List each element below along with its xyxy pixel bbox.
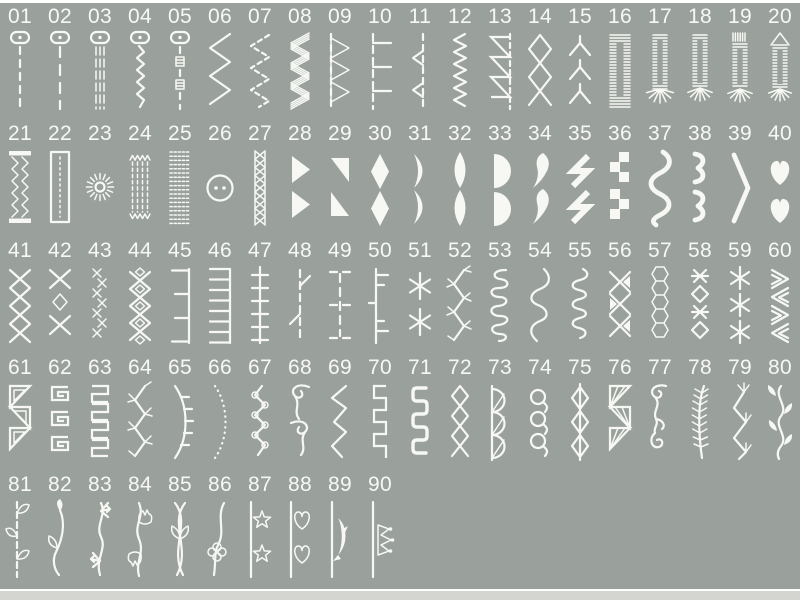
stitch-number: 77 [648, 356, 672, 379]
stitch-number: 55 [568, 239, 592, 262]
stitch-cell [560, 4, 600, 121]
stitch-cell [200, 238, 240, 355]
stitch-cell [400, 121, 440, 238]
stitch-cell [120, 238, 160, 355]
stitch-number: 38 [688, 122, 712, 145]
stitch-cell [760, 238, 800, 355]
lined-diamond-chain-stitch-icon [564, 381, 596, 461]
stitch-number: 45 [168, 239, 192, 262]
stitch-number: 89 [328, 473, 352, 496]
stitch-number: 57 [648, 239, 672, 262]
stitch-number: 69 [328, 356, 352, 379]
stitch-number: 62 [48, 356, 72, 379]
stitch-cell [40, 121, 80, 238]
shell-scallop-stitch-icon [484, 381, 516, 461]
stitch-cell [680, 4, 720, 121]
bowtie-chain-stitch-icon [604, 264, 636, 344]
stitch-number: 79 [728, 356, 752, 379]
stitch-cell [40, 355, 80, 472]
zigzag-box-stitch-icon [4, 147, 36, 227]
stitch-number: 63 [88, 356, 112, 379]
stitch-number: 34 [528, 122, 552, 145]
stitch-cell [0, 4, 40, 121]
stitch-cell [120, 121, 160, 238]
stitch-cell [320, 472, 360, 589]
stitch-number: 40 [768, 122, 792, 145]
leaf-vine-stitch-icon [764, 381, 796, 461]
diamond-star-chain-stitch-icon [684, 264, 716, 344]
stitch-number: 20 [768, 5, 792, 28]
stitch-number: 82 [48, 473, 72, 496]
stitch-row [0, 472, 800, 589]
crossed-leaf-vine-stitch-icon [164, 498, 196, 578]
stitch-cell [720, 238, 760, 355]
ladder-stitch-icon [204, 264, 236, 344]
stitch-number: 33 [488, 122, 512, 145]
stitch-cell [720, 355, 760, 472]
stitch-number: 09 [328, 5, 352, 28]
thick-chevron-stitch-icon [724, 147, 756, 227]
step-pattern-stitch-icon [364, 381, 396, 461]
stitch-number: 39 [728, 122, 752, 145]
stitch-number: 65 [168, 356, 192, 379]
stitch-cell [200, 355, 240, 472]
stitch-row [0, 121, 800, 238]
stitch-cell [600, 121, 640, 238]
stitch-number: 73 [488, 356, 512, 379]
stitch-number: 52 [448, 239, 472, 262]
greek-key-stitch-icon [44, 381, 76, 461]
stitch-number: 36 [608, 122, 632, 145]
stitch-cell [120, 472, 160, 589]
twig-branch-stitch-icon [444, 264, 476, 344]
stitch-cell [280, 472, 320, 589]
side-ladder-stitch-icon [164, 264, 196, 344]
stitch-number: 12 [448, 5, 472, 28]
stitch-number: 04 [128, 5, 152, 28]
stitch-number: 10 [368, 5, 392, 28]
sprout-stitch-icon [44, 498, 76, 578]
stitch-cell [600, 355, 640, 472]
clover-vine-stitch-icon [204, 498, 236, 578]
stitch-number: 83 [88, 473, 112, 496]
stitch-number: 43 [88, 239, 112, 262]
stitch-number: 80 [768, 356, 792, 379]
stitch-number: 02 [48, 5, 72, 28]
stitch-number: 59 [728, 239, 752, 262]
stitch-number: 86 [208, 473, 232, 496]
stitch-cell [200, 4, 240, 121]
stitch-cell [480, 4, 520, 121]
blind-hem-stitch-icon [324, 30, 356, 110]
keyhole-buttonhole-icon [764, 30, 796, 110]
stitch-number: 24 [128, 122, 152, 145]
stitch-number: 56 [608, 239, 632, 262]
scroll-swirl-stitch-icon [284, 381, 316, 461]
stitch-cell [560, 238, 600, 355]
stitch-cell [240, 238, 280, 355]
stitch-number: 22 [48, 122, 72, 145]
tight-serpentine-stitch-icon [564, 264, 596, 344]
stitch-cell [280, 355, 320, 472]
stitch-number: 41 [8, 239, 32, 262]
stitch-number: 06 [208, 5, 232, 28]
stitch-cell [360, 355, 400, 472]
stitch-cell [280, 4, 320, 121]
bottom-edge-strip [0, 589, 800, 600]
stitch-cell [40, 4, 80, 121]
stitch-cell [320, 238, 360, 355]
double-asterisk-stitch-icon [404, 264, 436, 344]
stitch-cell [480, 355, 520, 472]
stitch-number: 19 [728, 5, 752, 28]
rounded-square-wave-stitch-icon [404, 381, 436, 461]
spaced-cross-stitch-icon [44, 264, 76, 344]
stitch-cell [760, 121, 800, 238]
stitch-number: 78 [688, 356, 712, 379]
flat-top-buttonhole-icon [724, 30, 756, 110]
fern-stitch-icon [684, 381, 716, 461]
crown-border-stitch-icon [364, 498, 396, 578]
stitch-cell [0, 355, 40, 472]
solid-crescent-stitch-icon [404, 147, 436, 227]
stitch-cell [0, 121, 40, 238]
solid-zigzag-ribbon-stitch-icon [564, 147, 596, 227]
stitch-cell [360, 472, 400, 589]
darning-block-stitch-icon [164, 147, 196, 227]
thick-brace-stitch-icon [684, 147, 716, 227]
stitch-number: 58 [688, 239, 712, 262]
stitch-cell [560, 121, 600, 238]
stitch-number: 14 [528, 5, 552, 28]
stitch-number: 16 [608, 5, 632, 28]
stitch-cell [160, 4, 200, 121]
straight-stitch-long-icon [44, 30, 76, 110]
darning-stitch-icon [124, 147, 156, 227]
stitch-cell [200, 472, 240, 589]
stitch-number: 13 [488, 5, 512, 28]
lightning-zigzag-stitch-icon [324, 381, 356, 461]
triangle-wave-stitch-icon [484, 30, 516, 110]
fan-triangle-stitch-icon [604, 381, 636, 461]
stitch-number: 72 [448, 356, 472, 379]
stitch-cell [640, 4, 680, 121]
stitch-number: 47 [248, 239, 272, 262]
stitch-cell [600, 4, 640, 121]
stitch-number: 74 [528, 356, 552, 379]
stitch-cell [400, 238, 440, 355]
stitch-cell [160, 238, 200, 355]
stitch-number: 64 [128, 356, 152, 379]
stitch-number: 11 [408, 5, 432, 28]
chevron-feather-stitch-icon [764, 264, 796, 344]
stitch-number: 46 [208, 239, 232, 262]
stitch-grid [0, 4, 800, 589]
stitch-number: 48 [288, 239, 312, 262]
dashed-i-beam-stitch-icon [324, 264, 356, 344]
solid-leaf-stitch-icon [444, 147, 476, 227]
stitch-cell [320, 355, 360, 472]
dotted-arc-stitch-icon [204, 381, 236, 461]
stitch-number: 31 [408, 122, 432, 145]
leaf-stem-stitch-icon [4, 498, 36, 578]
straight-stitch-icon [4, 30, 36, 110]
stitch-number: 15 [568, 5, 592, 28]
stitch-cell [520, 121, 560, 238]
loop-chain-stitch-icon [524, 381, 556, 461]
honeycomb-stitch-icon [644, 264, 676, 344]
stitch-cell [600, 238, 640, 355]
stitch-cell [480, 238, 520, 355]
stitch-number: 51 [408, 239, 432, 262]
stitch-cell [440, 238, 480, 355]
stitch-number: 03 [88, 5, 112, 28]
stitch-number: 67 [248, 356, 272, 379]
stitch-cell [680, 355, 720, 472]
looped-zigzag-stitch-icon [244, 381, 276, 461]
stitch-cell [440, 4, 480, 121]
heart-border-stitch-icon [284, 498, 316, 578]
stitch-number: 23 [88, 122, 112, 145]
thick-wave-stitch-icon [644, 147, 676, 227]
stitch-cell [160, 472, 200, 589]
stitch-cell [80, 121, 120, 238]
stitch-cell [40, 238, 80, 355]
stitch-cell [760, 355, 800, 472]
crowfoot-zigzag-stitch-icon [724, 381, 756, 461]
stitch-cell [720, 4, 760, 121]
greek-key-variant-stitch-icon [84, 381, 116, 461]
stitch-cell [80, 4, 120, 121]
top-edge-strip [0, 0, 800, 3]
stitch-cell [320, 4, 360, 121]
arrow-flower-stitch-icon [84, 498, 116, 578]
stitch-number: 44 [128, 239, 152, 262]
stitch-cell [280, 121, 320, 238]
stitch-cell [560, 355, 600, 472]
stitch-cell [400, 4, 440, 121]
stitch-cell [360, 238, 400, 355]
stitch-cell [240, 472, 280, 589]
stitch-number: 29 [328, 122, 352, 145]
stitch-cell [200, 121, 240, 238]
stipple-meander-stitch-icon [484, 264, 516, 344]
t-bar-stitch-icon [364, 30, 396, 110]
triple-asterisk-stitch-icon [724, 264, 756, 344]
stitch-number: 07 [248, 5, 272, 28]
dotted-box-stitch-icon [44, 147, 76, 227]
scroll-vine-stitch-icon [644, 381, 676, 461]
stitch-cell [520, 238, 560, 355]
stitch-cell [440, 355, 480, 472]
tulip-vine-stitch-icon [124, 498, 156, 578]
stitch-cell [160, 355, 200, 472]
cross-stitch-chain-icon [4, 264, 36, 344]
stitch-cell [680, 238, 720, 355]
stretch-stitch-icon [124, 30, 156, 110]
eyelet-stitch-icon [84, 147, 116, 227]
stitch-cell [720, 121, 760, 238]
stitch-number: 88 [288, 473, 312, 496]
stitch-number: 35 [568, 122, 592, 145]
stitch-number: 61 [8, 356, 32, 379]
round-end-buttonhole-icon [644, 30, 676, 110]
stitch-number: 70 [368, 356, 392, 379]
stitch-number: 60 [768, 239, 792, 262]
stitch-cell [80, 355, 120, 472]
tick-line-stitch-icon [364, 264, 396, 344]
stretch-blind-hem-stitch-icon [404, 30, 436, 110]
stitch-cell [640, 355, 680, 472]
stitch-cell [160, 121, 200, 238]
stitch-cell [40, 472, 80, 589]
stitch-cell [640, 121, 680, 238]
stitch-number: 37 [648, 122, 672, 145]
stitch-number: 66 [208, 356, 232, 379]
stitch-cell [80, 238, 120, 355]
solid-half-circle-stitch-icon [484, 147, 516, 227]
dense-cross-stitch-icon [124, 264, 156, 344]
stitch-number: 28 [288, 122, 312, 145]
stitch-number: 27 [248, 122, 272, 145]
diamond-zigzag-chain-stitch-icon [444, 381, 476, 461]
stitch-number: 08 [288, 5, 312, 28]
zigzag-stitch-icon [204, 30, 236, 110]
stitch-number: 50 [368, 239, 392, 262]
stitch-cell [360, 121, 400, 238]
stitch-number: 75 [568, 356, 592, 379]
stitch-cell [520, 355, 560, 472]
stitch-cell [320, 121, 360, 238]
stitch-number: 26 [208, 122, 232, 145]
stitch-number: 30 [368, 122, 392, 145]
checkerboard-stitch-icon [604, 147, 636, 227]
stitch-cell [400, 355, 440, 472]
bartack-buttonhole-icon [604, 30, 636, 110]
stitch-number: 84 [128, 473, 152, 496]
narrow-zigzag-stitch-icon [444, 30, 476, 110]
stitch-number: 32 [448, 122, 472, 145]
solid-diamond-stitch-icon [364, 147, 396, 227]
stitch-cell [80, 472, 120, 589]
stitch-cell [280, 238, 320, 355]
round-end-buttonhole-wide-icon [684, 30, 716, 110]
solid-corner-triangle-stitch-icon [324, 147, 356, 227]
stitch-row [0, 355, 800, 472]
open-triangle-zigzag-stitch-icon [4, 381, 36, 461]
solid-comma-stitch-icon [524, 147, 556, 227]
feather-arrow-stitch-icon [564, 30, 596, 110]
zigzag-dashed-stitch-icon [244, 30, 276, 110]
stitch-cell [240, 355, 280, 472]
stitch-cell [0, 472, 40, 589]
stitch-number: 42 [48, 239, 72, 262]
ticked-arc-stitch-icon [164, 381, 196, 461]
stitch-number: 01 [8, 5, 32, 28]
stitch-cell [760, 4, 800, 121]
stitch-number: 81 [8, 473, 32, 496]
stitch-cell [680, 121, 720, 238]
stitch-number: 18 [688, 5, 712, 28]
stitch-cell [240, 4, 280, 121]
stitch-cell [120, 355, 160, 472]
stitch-number: 25 [168, 122, 192, 145]
decorative-straight-stitch-icon [164, 30, 196, 110]
star-border-stitch-icon [244, 498, 276, 578]
triple-straight-stitch-icon [84, 30, 116, 110]
stitch-number: 17 [648, 5, 672, 28]
satin-zigzag-stitch-icon [284, 30, 316, 110]
stitch-number: 68 [288, 356, 312, 379]
stitch-cell [120, 4, 160, 121]
stitch-cell [640, 238, 680, 355]
feathered-zigzag-stitch-icon [124, 381, 156, 461]
solid-triangle-stitch-icon [284, 147, 316, 227]
stitch-number: 05 [168, 5, 192, 28]
stitch-row [0, 4, 800, 121]
stitch-number: 76 [608, 356, 632, 379]
stitch-cell [440, 121, 480, 238]
button-sewing-stitch-icon [204, 147, 236, 227]
lattice-column-stitch-icon [244, 147, 276, 227]
stitch-number: 21 [8, 122, 32, 145]
dolphin-border-stitch-icon [324, 498, 356, 578]
stitch-cell [0, 238, 40, 355]
stitch-number: 49 [328, 239, 352, 262]
stitch-cell [240, 121, 280, 238]
stitch-number: 53 [488, 239, 512, 262]
flagged-dash-stitch-icon [284, 264, 316, 344]
small-cross-chain-stitch-icon [84, 264, 116, 344]
stitch-row [0, 238, 800, 355]
stitch-number: 85 [168, 473, 192, 496]
stitch-number: 71 [408, 356, 432, 379]
solid-heart-scallop-stitch-icon [764, 147, 796, 227]
stitch-number: 54 [528, 239, 552, 262]
stitch-number: 90 [368, 473, 392, 496]
stitch-cell [360, 4, 400, 121]
smocking-diamond-stitch-icon [524, 30, 556, 110]
stitch-cell [480, 121, 520, 238]
crossbar-stitch-icon [244, 264, 276, 344]
stitch-cell [520, 4, 560, 121]
stitch-number: 87 [248, 473, 272, 496]
serpentine-wave-stitch-icon [524, 264, 556, 344]
